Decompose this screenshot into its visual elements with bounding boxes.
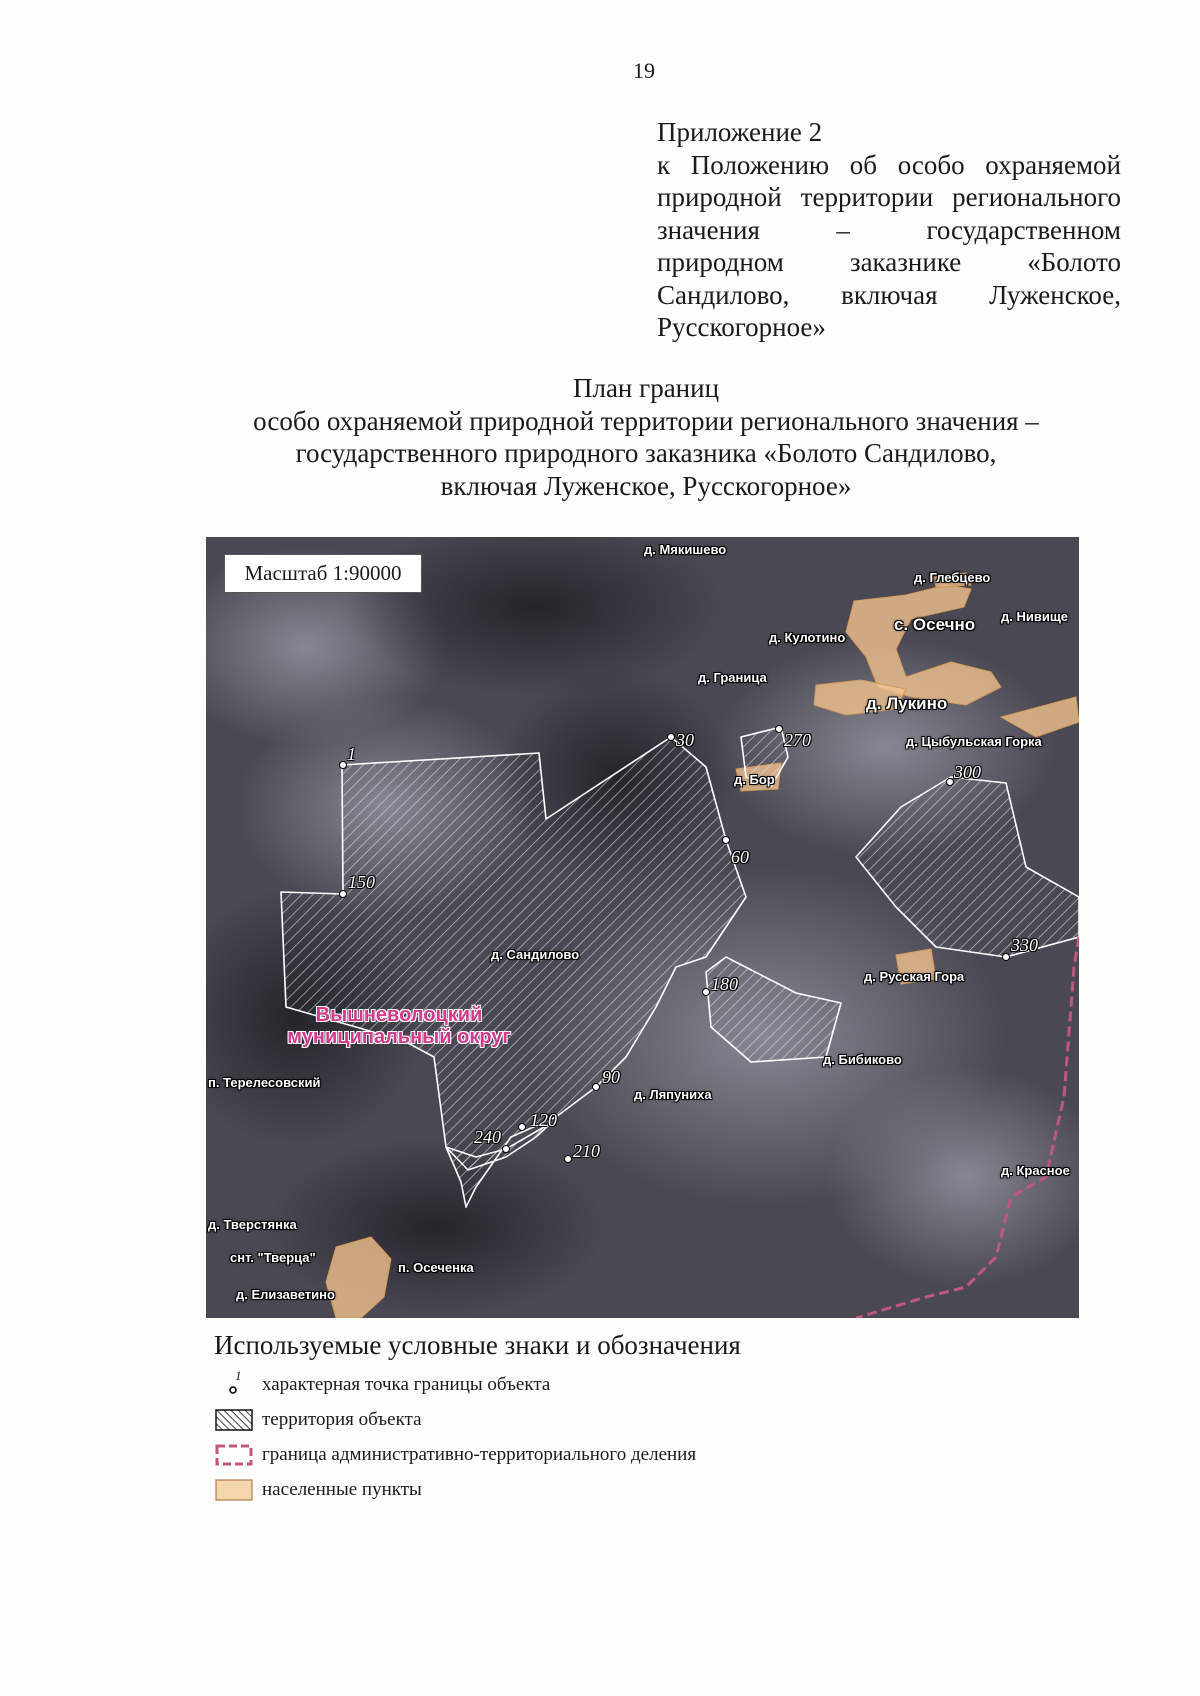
district-label-line: Вышневолоцкий [315,1004,483,1026]
boundary-point-90 [593,1084,600,1091]
appendix-line: значения – государственном [657,214,1121,245]
boundary-point-label: 210 [573,1141,600,1161]
place-label: д. Русская Гора [864,969,965,984]
place-label: снт. "Тверца" [230,1250,316,1265]
hatched-area-icon [214,1409,254,1431]
plan-title-line: включая Луженское, Русскогорное» [440,470,852,501]
place-label: д. Бибиково [823,1052,902,1067]
place-label: д. Граница [698,670,767,685]
boundary-point-label: 1 [347,744,356,764]
map [206,537,1079,1318]
admin-boundary-icon [214,1444,254,1466]
appendix-line: к Положению об особо охраняемой [657,149,1121,180]
map-scale: Масштаб 1:90000 [224,554,422,593]
plan-title-line: государственного природного заказника «Болото Сандилово, [295,438,997,468]
place-label: д. Красное [1001,1163,1070,1178]
boundary-point-120 [519,1124,526,1131]
legend-item [214,1472,1074,1507]
district-label-line: муниципальный округ [287,1026,511,1048]
plan-title-line: особо охраняемой природной территории регионального значения – [253,405,1039,436]
legend-label: территория объекта [262,1408,422,1430]
legend-label: населенные пункты [262,1478,422,1500]
place-label: д. Елизаветино [236,1287,335,1302]
boundary-point-270 [776,726,783,733]
appendix-line: природном заказнике «Болото [657,247,1121,277]
place-label: п. Терелесовский [208,1075,321,1090]
boundary-point-label: 30 [676,730,694,750]
boundary-point-150 [340,891,347,898]
boundary-point-label: 60 [731,847,749,867]
boundary-point-1 [340,762,347,769]
place-label: д. Нивище [1001,609,1069,624]
place-label: д. Бор [734,772,775,787]
boundary-point-240 [503,1146,510,1153]
legend-item [214,1402,1074,1437]
place-label: д. Лукино [866,694,948,713]
legend-item [214,1367,1074,1402]
boundary-point-label: 90 [602,1067,620,1087]
place-label: д. Ляпуниха [634,1087,712,1102]
boundary-point-210 [565,1156,572,1163]
place-label: д. Сандилово [491,947,580,962]
page-number: 19 [633,58,655,83]
boundary-point-icon-label: 1 [235,1367,242,1383]
place-label: п. Осеченка [398,1260,474,1275]
place-label: д. Мякишево [644,542,727,557]
boundary-point-label: 240 [474,1127,501,1147]
place-label: д. Цыбульская Горка [906,734,1042,749]
map-canvas [206,537,1079,1318]
boundary-point-label: 330 [1011,935,1038,955]
boundary-point-icon [214,1367,254,1396]
legend [214,1330,1074,1507]
legend-item [214,1437,1074,1472]
plan-title [206,372,1086,502]
legend-title: Используемые условные знаки и обозначения [214,1330,741,1360]
district-label [284,1004,514,1048]
boundary-point-300 [947,779,954,786]
place-label: д. Глебцево [914,570,991,585]
legend-label: граница административно-территориального деления [262,1443,697,1465]
appendix-line: Приложение 2 [657,117,823,147]
boundary-point-label: 270 [784,730,811,750]
appendix-line: Сандилово, включая Луженское, [657,279,1121,310]
settlement-icon [214,1479,254,1501]
boundary-point-60 [723,837,730,844]
appendix-header [657,116,1121,344]
appendix-line: Русскогорное» [657,312,826,342]
boundary-point-label: 300 [954,762,981,782]
boundary-point-label: 180 [711,974,738,994]
plan-title-line: План границ [572,373,720,403]
place-label: д. Тверстянка [208,1217,297,1232]
boundary-point-180 [703,989,710,996]
place-label: с. Осечно [894,615,976,634]
boundary-point-330 [1003,954,1010,961]
boundary-point-30 [668,734,675,741]
legend-label: характерная точка границы объекта [262,1373,551,1395]
place-label: д. Кулотино [769,630,846,645]
boundary-point-label: 150 [348,872,375,892]
boundary-point-label: 120 [530,1110,557,1130]
appendix-line: природной территории регионального [657,182,1121,212]
